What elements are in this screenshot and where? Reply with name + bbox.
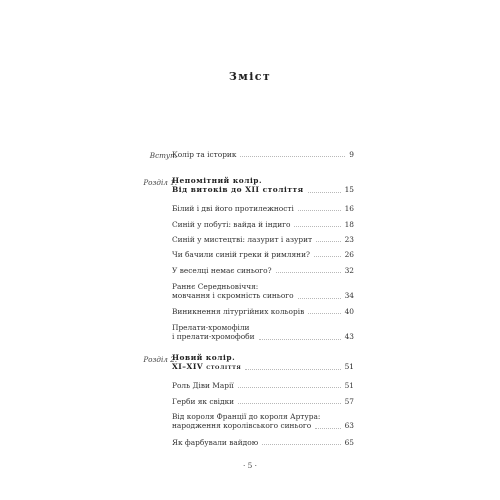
chapter-2-title-line-2: XI–XIV століття xyxy=(172,362,242,372)
dot-leader xyxy=(276,272,341,273)
dot-leader xyxy=(308,313,340,314)
toc-entry-page: 18 xyxy=(344,220,354,229)
dot-leader xyxy=(262,444,340,445)
toc-entry-title: Колір та історик xyxy=(172,150,237,159)
toc-entry-title: Білий і дві його протилежності xyxy=(172,204,294,213)
toc-entry-intro xyxy=(172,150,354,159)
dot-leader xyxy=(314,256,341,257)
toc-entry-page: 40 xyxy=(344,307,354,316)
toc-entry xyxy=(172,438,354,447)
dot-leader xyxy=(294,226,340,227)
chapter-1-title-line-1: Непомітний колір. xyxy=(172,176,263,185)
toc-entry-page: 51 xyxy=(344,381,354,390)
toc-entry-title-line-1: Прелати-хромофіли xyxy=(172,323,250,332)
toc-entry xyxy=(172,204,354,213)
toc-entry-page: 57 xyxy=(344,397,354,406)
toc-entry-title: Герби як свідки xyxy=(172,397,235,406)
chapter-1-title-line-2: Від витоків до XII століття xyxy=(172,185,304,195)
page-title: Зміст xyxy=(228,70,272,83)
chapter-2-page: 51 xyxy=(344,362,354,372)
toc-entry-page: 43 xyxy=(344,332,354,342)
toc-entry-title: Як фарбували вайдою xyxy=(172,438,259,447)
chapter-2-heading xyxy=(172,353,354,372)
toc-entry-title-line-2: мовчання і скромність синього xyxy=(172,291,294,301)
dot-leader xyxy=(238,387,341,388)
toc-entry xyxy=(172,250,354,259)
page-number: · 5 · xyxy=(242,461,258,470)
toc-entry xyxy=(172,397,354,406)
toc-entry-title: Чи бачили синій греки й римляни? xyxy=(172,250,310,259)
toc-entry-title: У веселці немає синього? xyxy=(172,266,272,275)
dot-leader xyxy=(316,241,340,242)
toc-entry-title-line-2: і прелати-хромофоби xyxy=(172,332,255,342)
dot-leader xyxy=(238,403,340,404)
chapter-1-label: Розділ 1. xyxy=(143,178,177,187)
toc-entry-title-line-1: Раннє Середньовіччя: xyxy=(172,282,259,291)
toc-entry-page: 34 xyxy=(344,291,354,301)
toc-entry-page: 65 xyxy=(344,438,354,447)
toc-entry-title: Роль Діви Марії xyxy=(172,381,234,390)
toc-entry xyxy=(172,381,354,390)
dot-leader xyxy=(298,298,341,299)
dot-leader xyxy=(259,339,341,340)
toc-entry-title: Синій у мистецтві: лазурит і азурит xyxy=(172,235,313,244)
toc-entry-page: 9 xyxy=(349,150,354,159)
toc-entry xyxy=(172,282,354,301)
toc-entry xyxy=(172,323,354,342)
toc-entry-title: Виникнення літургійних кольорів xyxy=(172,307,305,316)
chapter-2-title-line-1: Новий колір. xyxy=(172,353,236,362)
toc-entry-page: 32 xyxy=(344,266,354,275)
toc-entry-page: 63 xyxy=(344,421,354,431)
chapter-2-label: Розділ 2. xyxy=(143,355,177,364)
dot-leader xyxy=(308,192,341,193)
toc-entry-page: 16 xyxy=(344,204,354,213)
toc-entry xyxy=(172,307,354,316)
toc-entry xyxy=(172,220,354,229)
chapter-1-page: 15 xyxy=(344,185,354,195)
toc-entry-page: 26 xyxy=(344,250,354,259)
chapter-1-heading xyxy=(172,176,354,195)
toc-entry xyxy=(172,266,354,275)
dot-leader xyxy=(240,156,345,157)
toc-entry xyxy=(172,412,354,431)
dot-leader xyxy=(315,428,340,429)
toc-entry-page: 23 xyxy=(344,235,354,244)
toc-entry-title: Синій у побуті: вайда й індиго xyxy=(172,220,291,229)
toc-entry xyxy=(172,235,354,244)
intro-label: Вступ. xyxy=(149,151,177,160)
dot-leader xyxy=(298,210,341,211)
toc-entry-title-line-1: Від короля Франції до короля Артура: xyxy=(172,412,321,421)
dot-leader xyxy=(245,369,340,370)
toc-entry-title-line-2: народження королівського синього xyxy=(172,421,312,431)
